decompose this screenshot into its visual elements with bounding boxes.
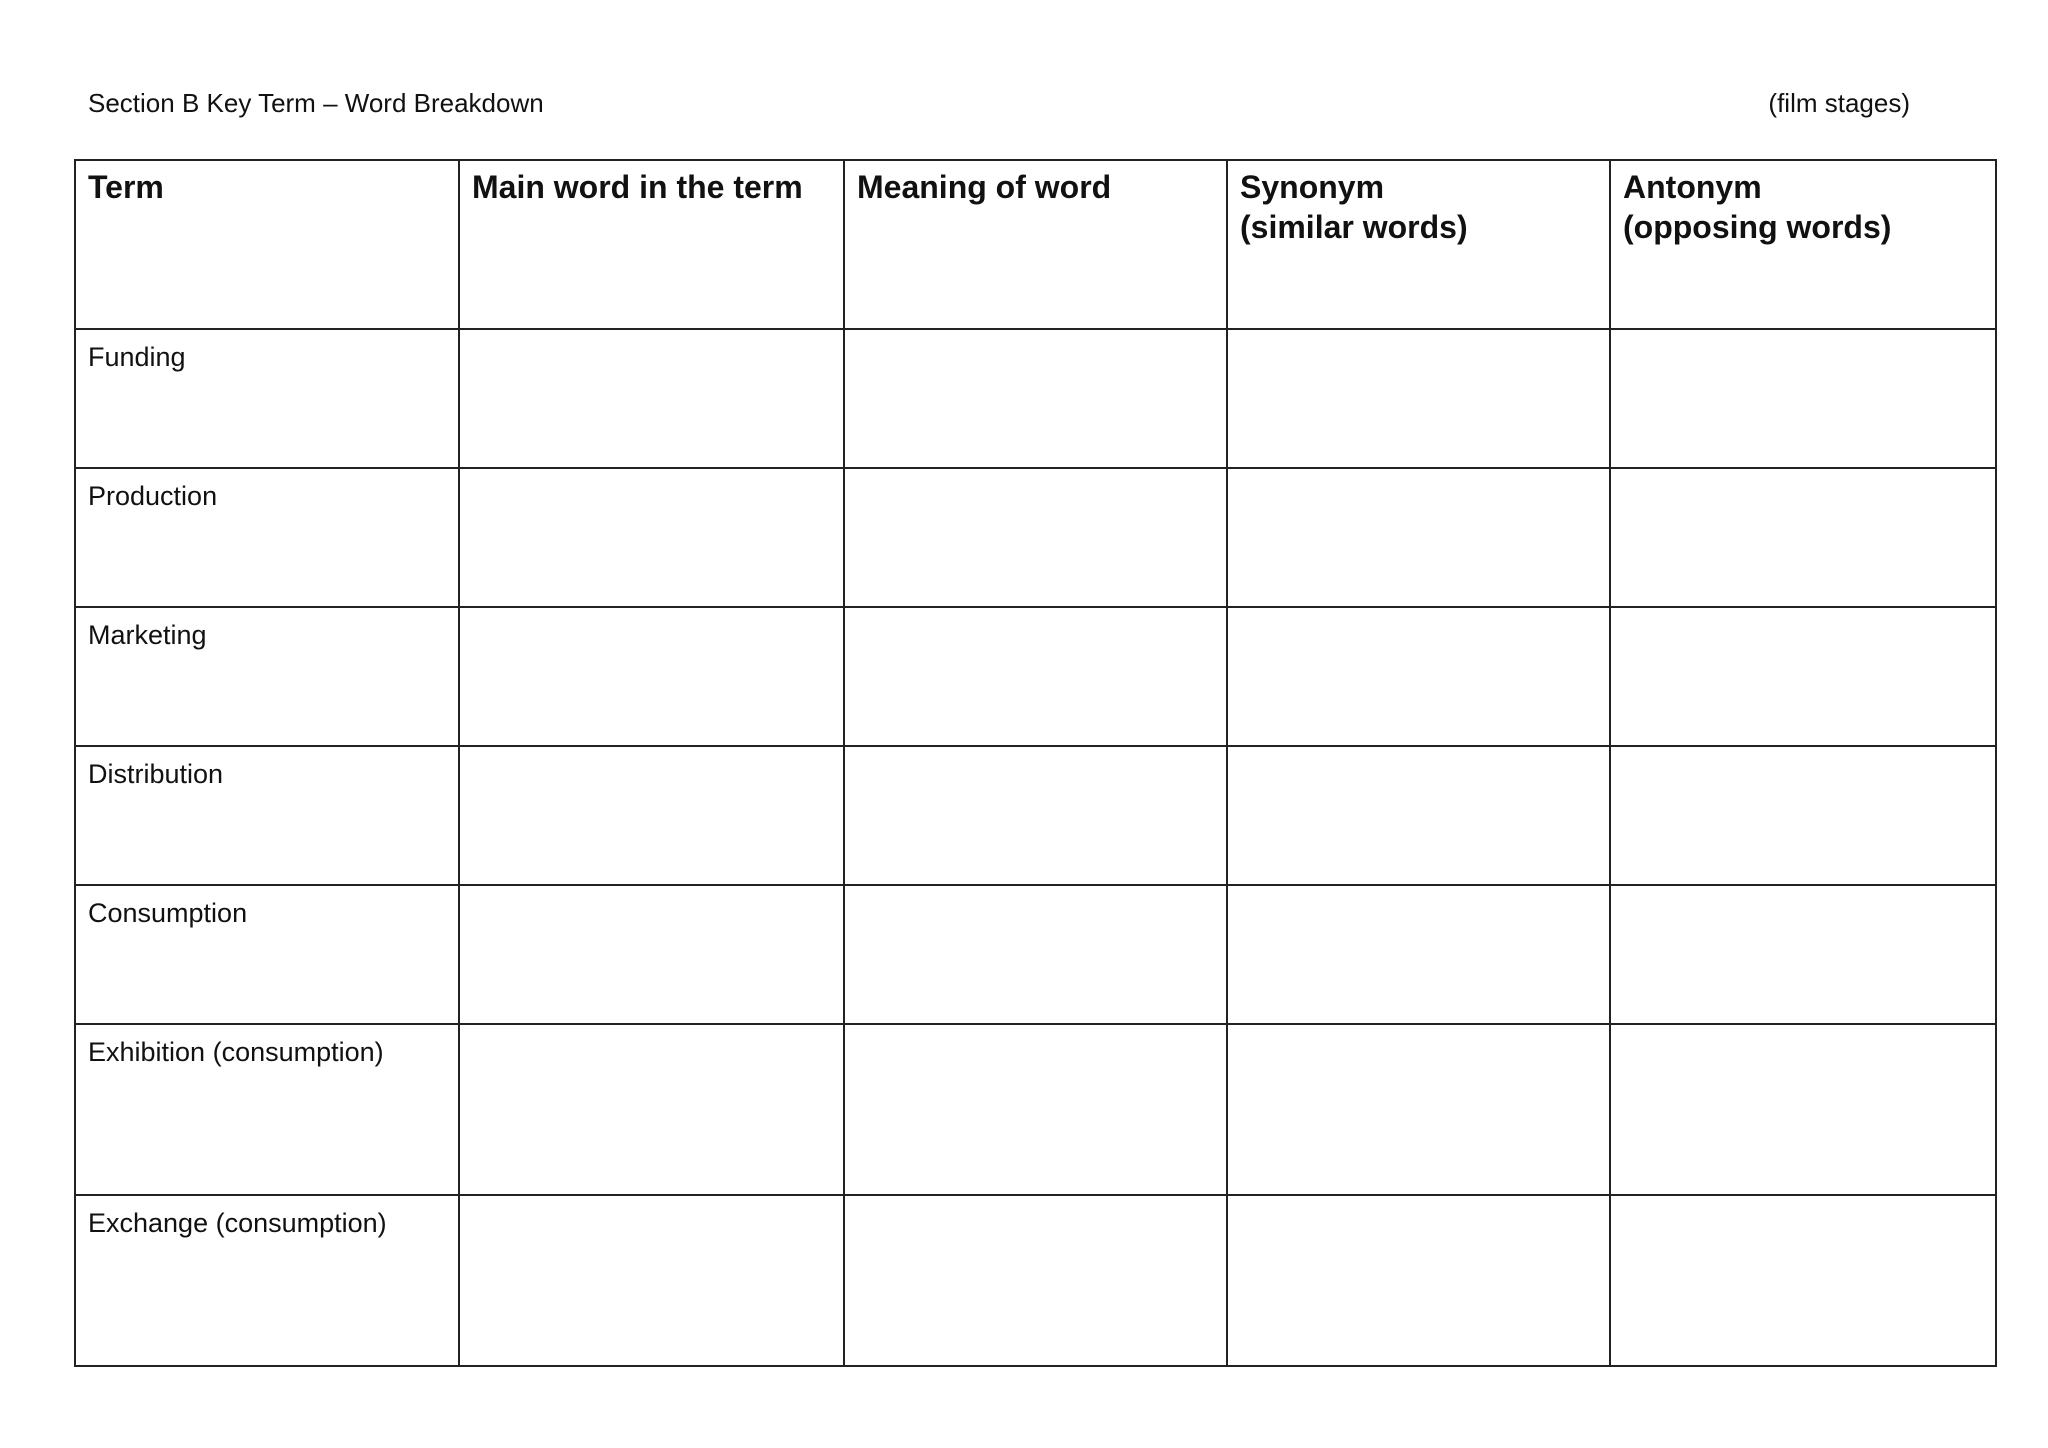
main-word-cell[interactable] — [459, 468, 844, 607]
term-cell: Funding — [75, 329, 459, 468]
meaning-cell[interactable] — [844, 1195, 1227, 1366]
synonym-cell[interactable] — [1227, 468, 1610, 607]
term-cell: Consumption — [75, 885, 459, 1024]
document-subtitle: (film stages) — [1768, 88, 1910, 118]
document-header — [88, 88, 1910, 128]
main-word-cell[interactable] — [459, 1024, 844, 1195]
table-row — [75, 885, 1996, 1024]
antonym-cell[interactable] — [1610, 329, 1996, 468]
term-cell: Marketing — [75, 607, 459, 746]
main-word-cell[interactable] — [459, 607, 844, 746]
synonym-cell[interactable] — [1227, 329, 1610, 468]
term-cell: Exchange (consumption) — [75, 1195, 459, 1366]
antonym-cell[interactable] — [1610, 746, 1996, 885]
antonym-cell[interactable] — [1610, 885, 1996, 1024]
main-word-cell[interactable] — [459, 1195, 844, 1366]
antonym-cell[interactable] — [1610, 1195, 1996, 1366]
table-row — [75, 607, 1996, 746]
meaning-cell[interactable] — [844, 329, 1227, 468]
antonym-cell[interactable] — [1610, 1024, 1996, 1195]
column-header-meaning: Meaning of word — [844, 160, 1227, 329]
main-word-cell[interactable] — [459, 746, 844, 885]
table-row — [75, 1024, 1996, 1195]
term-cell: Exhibition (consumption) — [75, 1024, 459, 1195]
column-header-antonym: Antonym (opposing words) — [1610, 160, 1996, 329]
antonym-cell[interactable] — [1610, 607, 1996, 746]
synonym-cell[interactable] — [1227, 1195, 1610, 1366]
term-cell: Production — [75, 468, 459, 607]
synonym-cell[interactable] — [1227, 1024, 1610, 1195]
synonym-cell[interactable] — [1227, 885, 1610, 1024]
synonym-cell[interactable] — [1227, 746, 1610, 885]
meaning-cell[interactable] — [844, 885, 1227, 1024]
document-title: Section B Key Term – Word Breakdown — [88, 88, 544, 118]
main-word-cell[interactable] — [459, 329, 844, 468]
synonym-cell[interactable] — [1227, 607, 1610, 746]
meaning-cell[interactable] — [844, 607, 1227, 746]
meaning-cell[interactable] — [844, 746, 1227, 885]
table-row — [75, 746, 1996, 885]
column-header-synonym: Synonym (similar words) — [1227, 160, 1610, 329]
meaning-cell[interactable] — [844, 1024, 1227, 1195]
antonym-cell[interactable] — [1610, 468, 1996, 607]
column-header-main-word: Main word in the term — [459, 160, 844, 329]
main-word-cell[interactable] — [459, 885, 844, 1024]
table-header-row — [75, 160, 1996, 329]
table-row — [75, 1195, 1996, 1366]
table-row — [75, 329, 1996, 468]
key-term-table — [74, 159, 1997, 1367]
meaning-cell[interactable] — [844, 468, 1227, 607]
table-row — [75, 468, 1996, 607]
term-cell: Distribution — [75, 746, 459, 885]
column-header-term: Term — [75, 160, 459, 329]
